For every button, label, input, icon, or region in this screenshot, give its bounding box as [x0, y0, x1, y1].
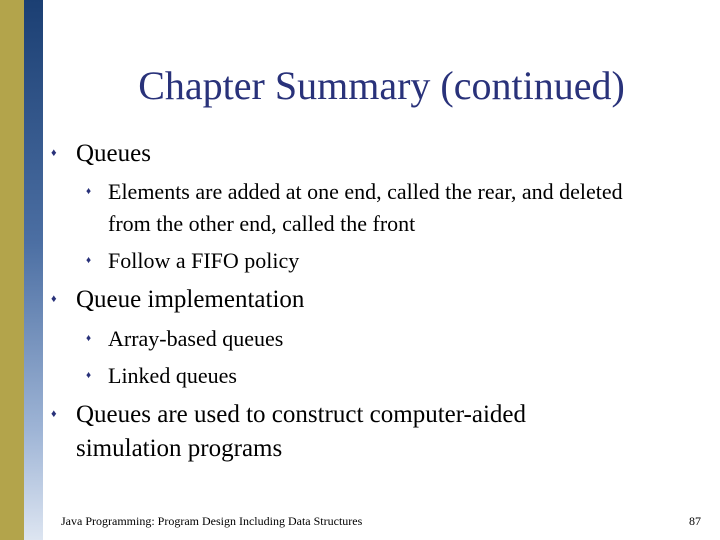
sub-bullet-fifo-policy: Follow a FIFO policy — [108, 248, 300, 273]
bullet-icon: ♦ — [51, 147, 57, 159]
sub-bullet-icon: ♦ — [86, 186, 92, 197]
sub-bullet-array-based: Array-based queues — [108, 326, 284, 351]
bullet-icon: ♦ — [51, 293, 57, 305]
bullet-item-queues: Queues — [76, 140, 151, 167]
left-gradient-bar — [24, 0, 43, 540]
slide-title: Chapter Summary (continued) — [138, 63, 625, 108]
left-decorative-bar — [0, 0, 24, 540]
sub-bullet-icon: ♦ — [86, 370, 92, 381]
footer-title: Java Programming: Program Design Including Data Structures — [61, 514, 363, 528]
sub-bullet-icon: ♦ — [86, 255, 92, 266]
sub-bullet-icon: ♦ — [86, 333, 92, 344]
bullet-item-simulation: Queues are used to construct computer-aided simulation programs — [76, 401, 527, 462]
page-number: 87 — [689, 514, 701, 528]
bullet-icon: ♦ — [51, 408, 57, 420]
sub-bullet-elements-added: Elements are added at one end, called the rear, and deleted from the other end, called the front — [108, 179, 623, 236]
sub-bullet-linked: Linked queues — [108, 363, 237, 388]
bullet-item-queue-implementation: Queue implementation — [76, 286, 305, 313]
